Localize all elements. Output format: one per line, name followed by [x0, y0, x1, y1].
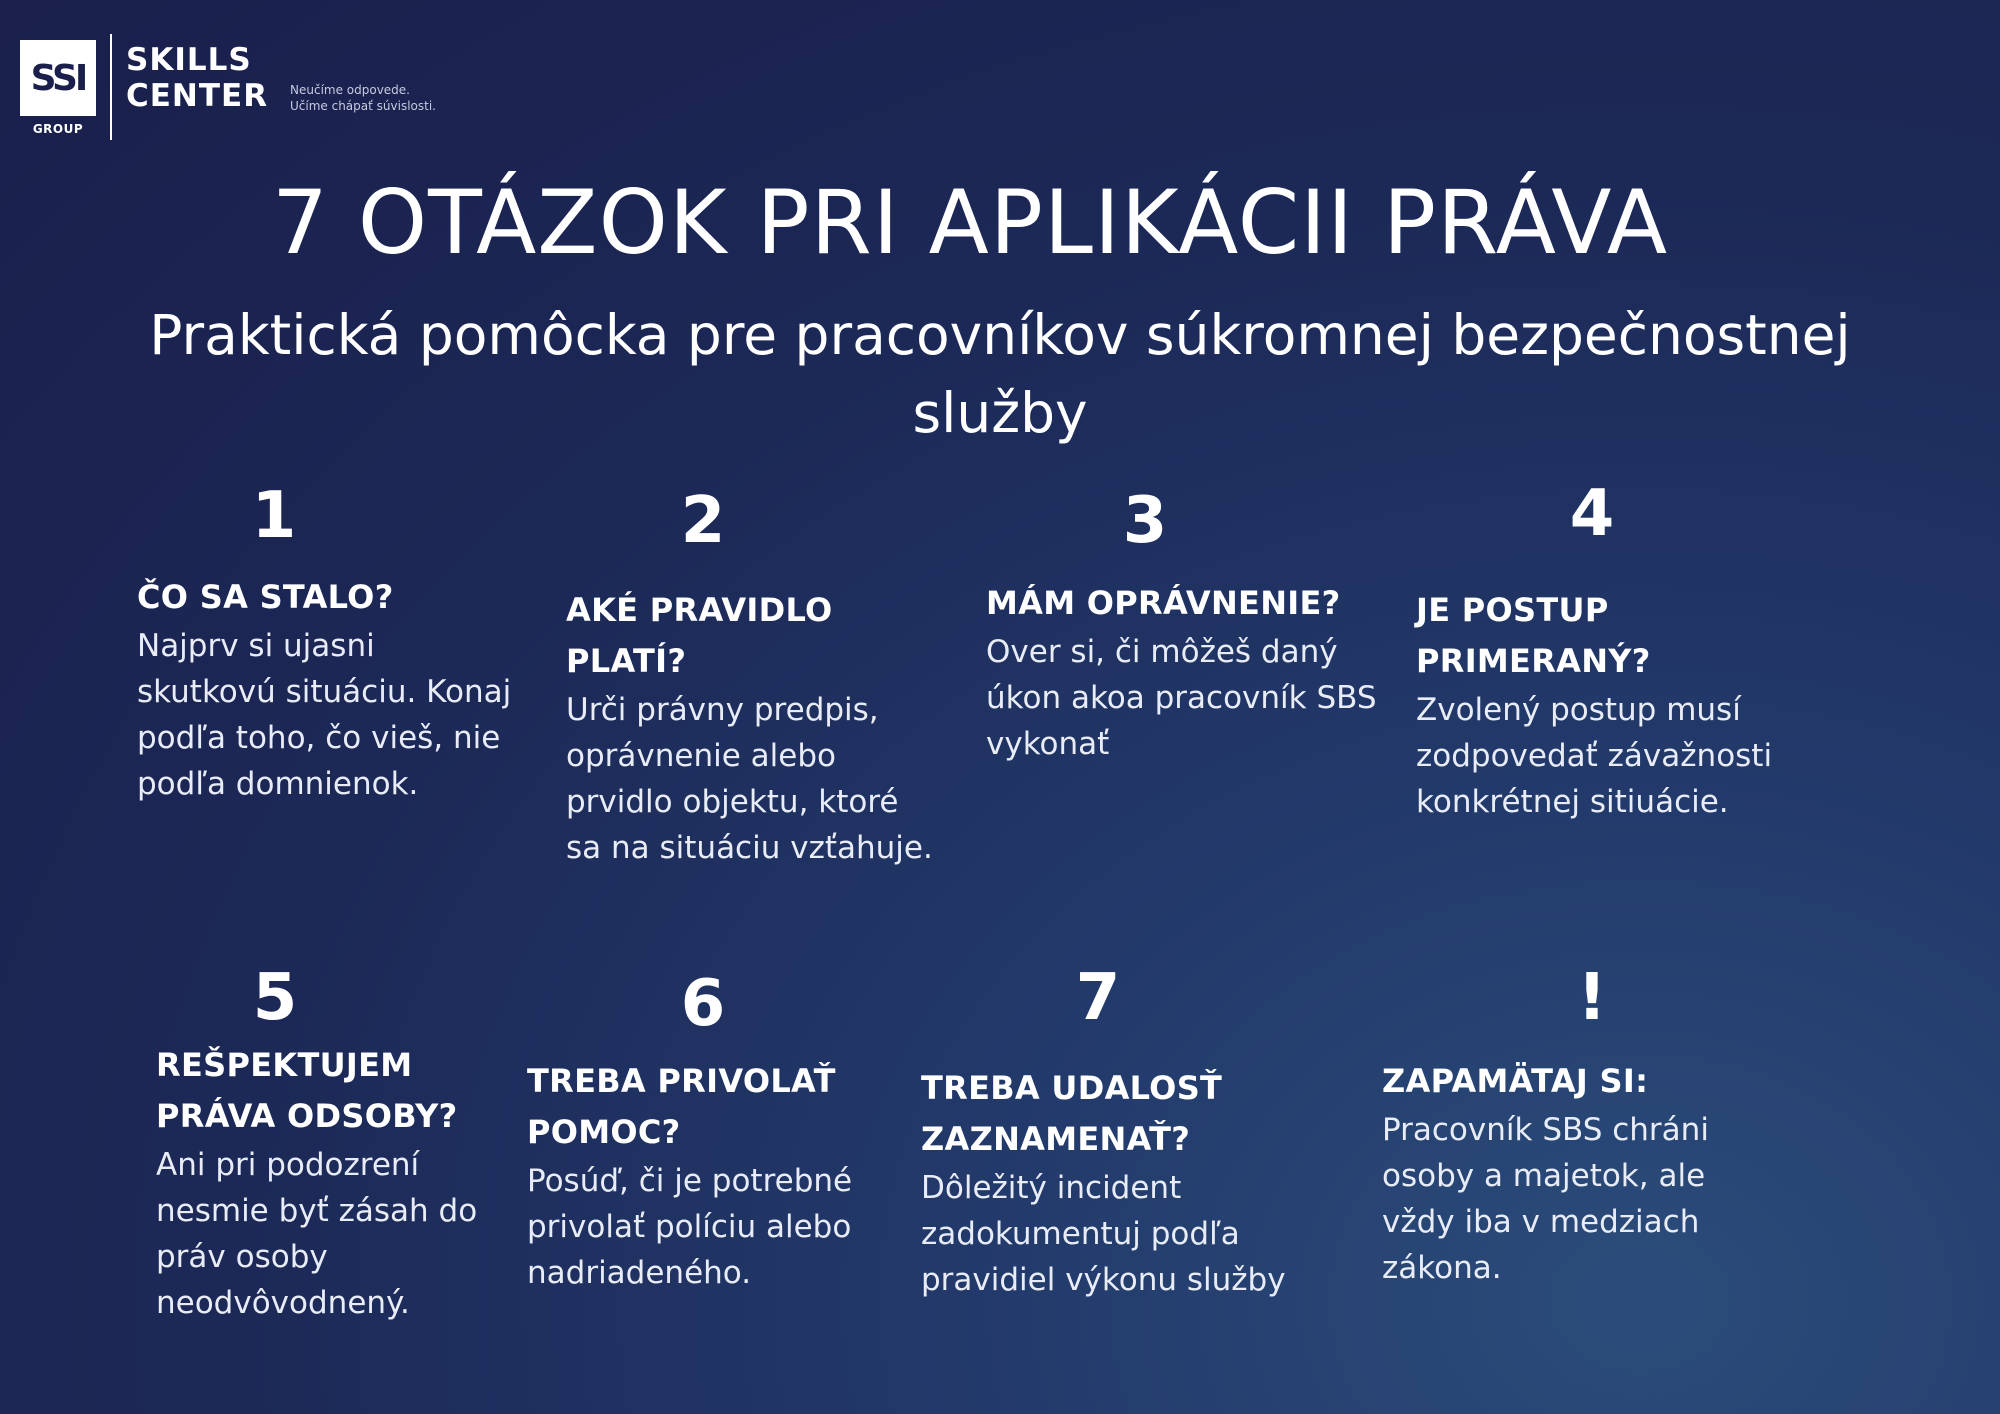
question-heading-7: TREBA UDALOSŤ ZAZNAMENAŤ?	[921, 1069, 1223, 1158]
question-card-7	[921, 1063, 1321, 1303]
page-title: 7 OTÁZOK PRI APLIKÁCII PRÁVA	[271, 171, 1669, 274]
logo-group-label: GROUP	[32, 122, 84, 136]
question-text-4: Zvolený postup musí zodpovedať závažnosti konkrétnej sitiuácie.	[1416, 692, 1773, 820]
step-number-7: 7	[1075, 961, 1121, 1035]
step-number-5: 5	[252, 961, 298, 1035]
step-number-4: 4	[1569, 477, 1615, 551]
question-card-2	[566, 585, 936, 871]
ssi-skills-center-logo	[20, 34, 460, 144]
question-text-7: Dôležitý incident zadokumentuj podľa pravidiel výkonu služby	[921, 1170, 1286, 1298]
reminder-heading: ZAPAMÄTAJ SI:	[1382, 1062, 1649, 1100]
step-number-3: 3	[1122, 484, 1168, 558]
question-card-1	[137, 572, 517, 807]
question-text-3: Over si, či môžeš daný úkon akoa pracovník SBS vykonať	[986, 634, 1377, 762]
logo-tagline	[290, 82, 436, 114]
reminder-text: Pracovník SBS chráni osoby a majetok, ale vždy iba v medziach zákona.	[1382, 1112, 1709, 1286]
page-subtitle: Praktická pomôcka pre pracovníkov súkromnej bezpečnostnej služby	[149, 303, 1851, 445]
question-heading-1: ČO SA STALO?	[137, 578, 394, 616]
question-heading-2: AKÉ PRAVIDLO PLATÍ?	[566, 591, 833, 680]
reminder-card	[1382, 1056, 1762, 1291]
question-card-3	[986, 578, 1386, 767]
question-text-2: Urči právny predpis, oprávnenie alebo prvidlo objektu, ktoré sa na situáciu vzťahuje.	[566, 692, 933, 866]
question-card-4	[1416, 585, 1836, 825]
logo-tagline-line1: Neučíme odpovede.	[290, 83, 410, 97]
question-card-5	[156, 1040, 536, 1326]
question-heading-6: TREBA PRIVOLAŤ POMOC?	[527, 1062, 836, 1151]
exclamation-mark: !	[1577, 961, 1607, 1035]
logo-name	[126, 42, 268, 114]
question-text-6: Posúď, či je potrebné privolať políciu alebo nadriadeného.	[527, 1163, 853, 1291]
question-heading-3: MÁM OPRÁVNENIE?	[986, 584, 1341, 622]
logo-name-line1: SKILLS	[126, 42, 252, 78]
step-number-6: 6	[680, 967, 726, 1041]
question-text-5: Ani pri podozrení nesmie byť zásah do práv osoby neodvôvodnený.	[156, 1147, 478, 1321]
step-number-2: 2	[680, 484, 726, 558]
question-text-1: Najprv si ujasni skutkovú situáciu. Konaj podľa toho, čo vieš, nie podľa domnienok.	[137, 628, 512, 802]
step-number-1: 1	[251, 479, 297, 553]
question-card-6	[527, 1056, 897, 1296]
ssi-logo-mark: SSI	[20, 40, 96, 116]
logo-name-line2: CENTER	[126, 78, 269, 114]
logo-tagline-line2: Učíme chápať súvislosti.	[290, 99, 436, 113]
question-heading-5: REŠPEKTUJEM PRÁVA ODSOBY?	[156, 1046, 458, 1135]
question-heading-4: JE POSTUP PRIMERANÝ?	[1416, 591, 1651, 680]
logo-divider	[110, 34, 112, 140]
